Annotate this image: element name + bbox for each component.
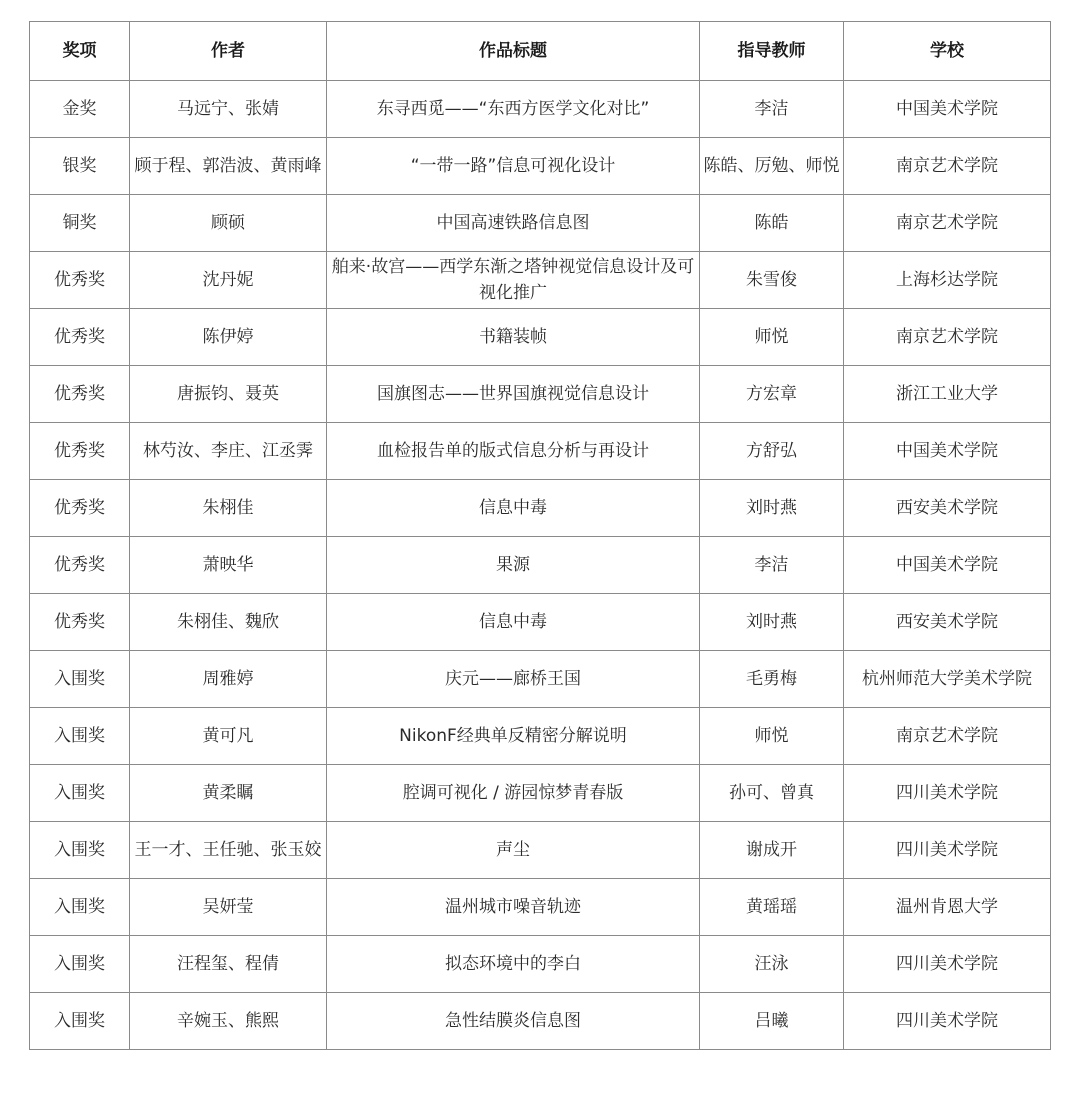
school-cell: 南京艺术学院	[844, 138, 1051, 195]
school-cell: 南京艺术学院	[844, 309, 1051, 366]
header-author: 作者	[130, 22, 327, 81]
table-row	[30, 651, 1051, 708]
table-row	[30, 765, 1051, 822]
title-cell: 声尘	[327, 822, 700, 879]
award-cell: 入围奖	[30, 993, 130, 1050]
table-row	[30, 936, 1051, 993]
author-cell: 陈伊婷	[130, 309, 327, 366]
school-cell: 中国美术学院	[844, 81, 1051, 138]
table-row	[30, 708, 1051, 765]
school-cell: 南京艺术学院	[844, 195, 1051, 252]
title-cell: 急性结膜炎信息图	[327, 993, 700, 1050]
teacher-cell: 汪泳	[700, 936, 844, 993]
author-cell: 汪程玺、程倩	[130, 936, 327, 993]
award-cell: 铜奖	[30, 195, 130, 252]
author-cell: 萧映华	[130, 537, 327, 594]
school-cell: 上海杉达学院	[844, 252, 1051, 309]
table-row	[30, 252, 1051, 309]
author-cell: 林芍汝、李庄、江丞霁	[130, 423, 327, 480]
teacher-cell: 师悦	[700, 309, 844, 366]
title-cell: 信息中毒	[327, 480, 700, 537]
award-cell: 入围奖	[30, 822, 130, 879]
school-cell: 中国美术学院	[844, 537, 1051, 594]
award-cell: 优秀奖	[30, 252, 130, 309]
title-cell: 信息中毒	[327, 594, 700, 651]
title-cell: 拟态环境中的李白	[327, 936, 700, 993]
teacher-cell: 师悦	[700, 708, 844, 765]
header-title: 作品标题	[327, 22, 700, 81]
teacher-cell: 刘时燕	[700, 594, 844, 651]
table-row	[30, 195, 1051, 252]
table-row	[30, 81, 1051, 138]
table-row	[30, 309, 1051, 366]
table-row	[30, 594, 1051, 651]
school-cell: 温州肯恩大学	[844, 879, 1051, 936]
table-row	[30, 537, 1051, 594]
school-cell: 四川美术学院	[844, 822, 1051, 879]
award-cell: 优秀奖	[30, 537, 130, 594]
teacher-cell: 陈皓	[700, 195, 844, 252]
table-row	[30, 822, 1051, 879]
award-cell: 入围奖	[30, 879, 130, 936]
title-cell: 国旗图志——世界国旗视觉信息设计	[327, 366, 700, 423]
school-cell: 四川美术学院	[844, 993, 1051, 1050]
teacher-cell: 毛勇梅	[700, 651, 844, 708]
author-cell: 王一才、王任驰、张玉姣	[130, 822, 327, 879]
teacher-cell: 刘时燕	[700, 480, 844, 537]
teacher-cell: 谢成开	[700, 822, 844, 879]
table-row	[30, 366, 1051, 423]
teacher-cell: 李洁	[700, 537, 844, 594]
award-cell: 优秀奖	[30, 309, 130, 366]
header-school: 学校	[844, 22, 1051, 81]
awards-table	[29, 21, 1051, 1050]
teacher-cell: 李洁	[700, 81, 844, 138]
school-cell: 浙江工业大学	[844, 366, 1051, 423]
award-cell: 入围奖	[30, 708, 130, 765]
teacher-cell: 吕曦	[700, 993, 844, 1050]
author-cell: 黄可凡	[130, 708, 327, 765]
teacher-cell: 朱雪俊	[700, 252, 844, 309]
title-cell: 书籍装帧	[327, 309, 700, 366]
author-cell: 黄柔瞩	[130, 765, 327, 822]
author-cell: 辛婉玉、熊熙	[130, 993, 327, 1050]
author-cell: 朱栩佳、魏欣	[130, 594, 327, 651]
teacher-cell: 孙可、曾真	[700, 765, 844, 822]
school-cell: 杭州师范大学美术学院	[844, 651, 1051, 708]
school-cell: 四川美术学院	[844, 936, 1051, 993]
teacher-cell: 黄瑶瑶	[700, 879, 844, 936]
title-cell: 东寻西觅——“东西方医学文化对比”	[327, 81, 700, 138]
header-award: 奖项	[30, 22, 130, 81]
award-cell: 优秀奖	[30, 594, 130, 651]
author-cell: 顾于程、郭浩波、黄雨峰	[130, 138, 327, 195]
award-cell: 入围奖	[30, 651, 130, 708]
author-cell: 朱栩佳	[130, 480, 327, 537]
award-cell: 入围奖	[30, 936, 130, 993]
title-cell: 温州城市噪音轨迹	[327, 879, 700, 936]
school-cell: 西安美术学院	[844, 480, 1051, 537]
header-teacher: 指导教师	[700, 22, 844, 81]
author-cell: 沈丹妮	[130, 252, 327, 309]
school-cell: 中国美术学院	[844, 423, 1051, 480]
author-cell: 唐振钧、聂英	[130, 366, 327, 423]
teacher-cell: 方舒弘	[700, 423, 844, 480]
table-row	[30, 993, 1051, 1050]
author-cell: 马远宁、张婧	[130, 81, 327, 138]
title-cell: 中国高速铁路信息图	[327, 195, 700, 252]
table-row	[30, 423, 1051, 480]
header-row	[30, 22, 1051, 81]
school-cell: 四川美术学院	[844, 765, 1051, 822]
teacher-cell: 陈皓、厉勉、师悦	[700, 138, 844, 195]
teacher-cell: 方宏章	[700, 366, 844, 423]
table-row	[30, 879, 1051, 936]
award-cell: 银奖	[30, 138, 130, 195]
table-row	[30, 138, 1051, 195]
award-cell: 优秀奖	[30, 366, 130, 423]
award-cell: 入围奖	[30, 765, 130, 822]
award-cell: 金奖	[30, 81, 130, 138]
author-cell: 周雅婷	[130, 651, 327, 708]
title-cell: 舶来·故宫——西学东渐之塔钟视觉信息设计及可视化推广	[327, 252, 700, 309]
title-cell: NikonF经典单反精密分解说明	[327, 708, 700, 765]
table-row	[30, 480, 1051, 537]
title-cell: “一带一路”信息可视化设计	[327, 138, 700, 195]
title-cell: 血检报告单的版式信息分析与再设计	[327, 423, 700, 480]
award-cell: 优秀奖	[30, 480, 130, 537]
title-cell: 腔调可视化 / 游园惊梦青春版	[327, 765, 700, 822]
author-cell: 吴妍莹	[130, 879, 327, 936]
school-cell: 南京艺术学院	[844, 708, 1051, 765]
title-cell: 庆元——廊桥王国	[327, 651, 700, 708]
school-cell: 西安美术学院	[844, 594, 1051, 651]
title-cell: 果源	[327, 537, 700, 594]
author-cell: 顾硕	[130, 195, 327, 252]
award-cell: 优秀奖	[30, 423, 130, 480]
